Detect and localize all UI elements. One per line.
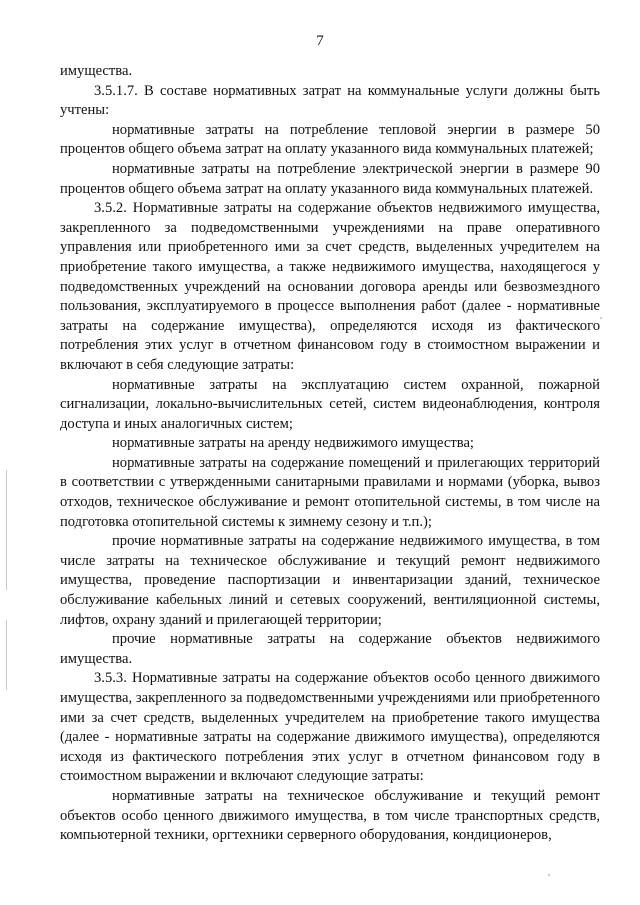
paragraph: прочие нормативные затраты на содержание объектов недвижимого имущества. [60, 631, 600, 667]
paragraph: 3.5.2. Нормативные затраты на содержание объектов недвижимого имущества, закрепленного за подведомственными учреждениями на праве оперативного управления или приобретенного ими за счет средств, выделенных учредителем на приобретение такого имущества, а также недвижимого имущества, находящегося у подведомственных учреждений на основании договора аренды или безвозмездного пользования, эксплуатируемого в процессе выполнения работ (далее - нормативные затраты на содержание имущества), определяются исходя из фактического потребления этих услуг в отчетном финансовом году в стоимостном выражении и включают в себя следующие затраты: [60, 200, 600, 373]
document-body [60, 62, 600, 846]
paragraph: 3.5.3. Нормативные затраты на содержание объектов особо ценного движимого имущества, закрепленного за подведомственными учреждениями или приобретенного ими за счет средств, выделенных учредителем на приобретение такого имущества (далее - нормативные затраты на содержание движимого имущества), определяются исходя из фактического потребления этих услуг в отчетном финансовом году в стоимостном выражении и включают следующие затраты: [60, 670, 600, 785]
scan-speck [548, 874, 550, 876]
paragraph: прочие нормативные затраты на содержание недвижимого имущества, в том числе затраты на техническое обслуживание и текущий ремонт недвижимого имущества, проведение паспортизации и инвентаризации зданий, техническое обслуживание кабельных линий и сетевых сооружений, вентиляционной системы, лифтов, охрану зданий и прилегающей территории; [60, 533, 600, 628]
scan-speck [600, 317, 602, 319]
scan-edge-mark [6, 620, 7, 690]
paragraph: нормативные затраты на аренду недвижимого имущества; [112, 435, 474, 452]
paragraph: нормативные затраты на эксплуатацию систем охранной, пожарной сигнализации, локально-вычислительных сетей, систем видеонаблюдения, контроля доступа и иных аналогичных систем; [60, 376, 600, 432]
paragraph: имущества. [60, 63, 133, 79]
page-number: 7 [316, 33, 324, 49]
scan-edge-mark [6, 470, 7, 590]
paragraph: 3.5.1.7. В составе нормативных затрат на коммунальные услуги должны быть учтены: [60, 82, 600, 119]
paragraph: нормативные затраты на содержание помещений и прилегающих территорий в соответствии с утвержденными санитарными правилами и нормами (уборка, вывоз отходов, техническое обслуживание и ремонт отопительной системы, в том числе на подготовка отопительной системы к зимнему сезону и т.п.); [60, 454, 600, 530]
paragraph: нормативные затраты на техническое обслуживание и текущий ремонт объектов особо ценного движимого имущества, в том числе транспортных средств, компьютерной техники, оргтехники серверного оборудования, кондиционеров, [60, 787, 600, 844]
paragraph: нормативные затраты на потребление тепловой энергии в размере 50 процентов общего объема затрат на оплату указанного вида коммунальных платежей; [60, 121, 600, 158]
paragraph: нормативные затраты на потребление электрической энергии в размере 90 процентов общего объема затрат на оплату указанного вида коммунальных платежей. [60, 160, 600, 197]
